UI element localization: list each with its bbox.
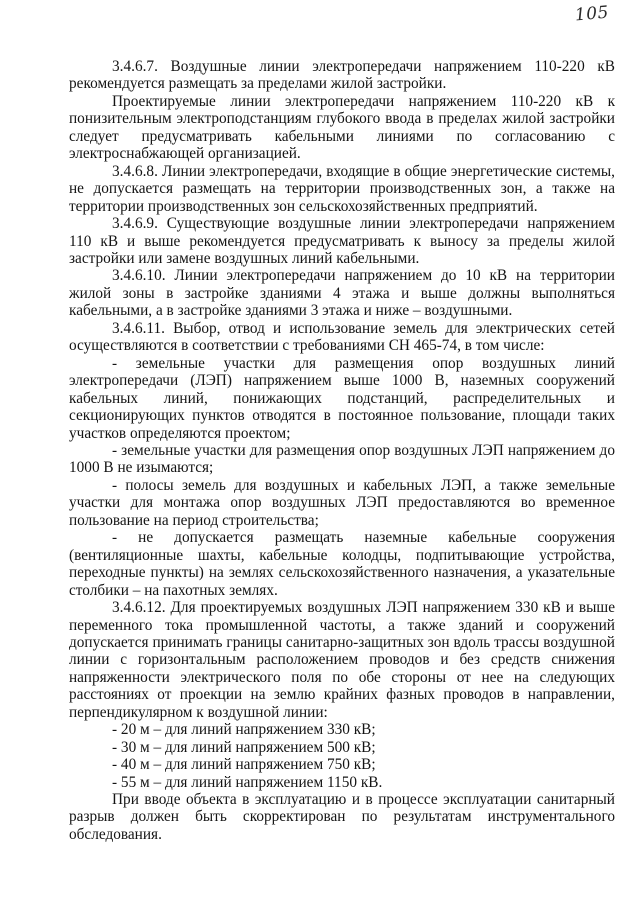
list-item-distance-750kv: - 40 м – для линий напряжением 750 кВ; [112, 756, 376, 774]
list-item-distance-1150kv: - 55 м – для линий напряжением 1150 кВ. [112, 773, 383, 791]
list-item-land-permanent-use: - земельные участки для размещения опор воздушных линий электропередачи (ЛЭП) напряжением выше 1000 В, наземных сооружений кабельных линий, понижающих подстанций, распределительных и секционирующих пунктов отводятся в постоянное пользование, площади таких участков определяются проектом; [69, 354, 615, 442]
paragraph-3-4-6-10: 3.4.6.10. Линии электропередачи напряжением до 10 кВ на территории жилой зоны в застройке зданиями 4 этажа и выше должны выполняться кабельными, а в застройке зданиями 3 этажа и ниже – воздушными. [69, 267, 615, 320]
paragraph-3-4-6-9: 3.4.6.9. Существующие воздушные линии электропередачи напряжением 110 кВ и выше рекомендуется предусматривать к выносу за пределы жилой застройки или замене воздушных линий кабельными. [69, 215, 615, 267]
list-item-no-cable-structures: - не допускается размещать наземные кабельные сооружения (вентиляционные шахты, кабельные колодцы, подпитывающие устройства, переходные пункты) на землях сельскохозяйственного назначения, а указательные столбики – на пахотных землях. [69, 529, 615, 599]
paragraph-3-4-6-12: 3.4.6.12. Для проектируемых воздушных ЛЭП напряжением 330 кВ и выше переменного тока промышленной частоты, а также зданий и сооружений допускается принимать границы санитарно-защитных зон вдоль трассы воздушной линии с горизонтальным расположением проводов и без средств снижения напряженности электрического поля по обе стороны от нее на следующих расстояниях от проекции на землю крайних фазных проводов в направлении, перпендикулярном к воздушной линии: [69, 599, 615, 721]
handwritten-page-number: 105 [574, 2, 610, 26]
paragraph-3-4-6-7: 3.4.6.7. Воздушные линии электропередачи напряжением 110-220 кВ рекомендуется размещать за пределами жилой застройки. [69, 58, 615, 93]
paragraph-final-sanitary-gap: При вводе объекта в эксплуатацию и в процессе эксплуатации санитарный разрыв должен быть скорректирован по результатам инструментального обследования. [69, 791, 615, 843]
document-body [69, 58, 615, 843]
list-item-distance-330kv: - 20 м – для линий напряжением 330 кВ; [112, 721, 376, 739]
list-item-land-not-withdrawn: - земельные участки для размещения опор воздушных ЛЭП напряжением до 1000 В не изымаются; [69, 441, 615, 477]
list-item-distance-500kv: - 30 м – для линий напряжением 500 кВ; [112, 738, 376, 756]
paragraph-3-4-6-8: 3.4.6.8. Линии электропередачи, входящие в общие энергетические системы, не допускается размещать на территории производственных зон, а также на территории производственных зон сельскохозяйственных предприятий. [69, 162, 615, 215]
list-item-land-temporary-use: - полосы земель для воздушных и кабельных ЛЭП, а также земельные участки для монтажа опор воздушных ЛЭП предоставляются во временное пользование на период строительства; [69, 476, 615, 529]
paragraph-3-4-6-7-continued: Проектируемые линии электропередачи напряжением 110-220 кВ к понизительным электроподстанциям глубокого ввода в пределах жилой застройки следует предусматривать кабельными линиями по согласованию с электроснабжающей организацией. [69, 92, 615, 163]
paragraph-3-4-6-11: 3.4.6.11. Выбор, отвод и использование земель для электрических сетей осуществляются в соответствии с требованиями СН 465-74, в том числе: [69, 319, 615, 355]
